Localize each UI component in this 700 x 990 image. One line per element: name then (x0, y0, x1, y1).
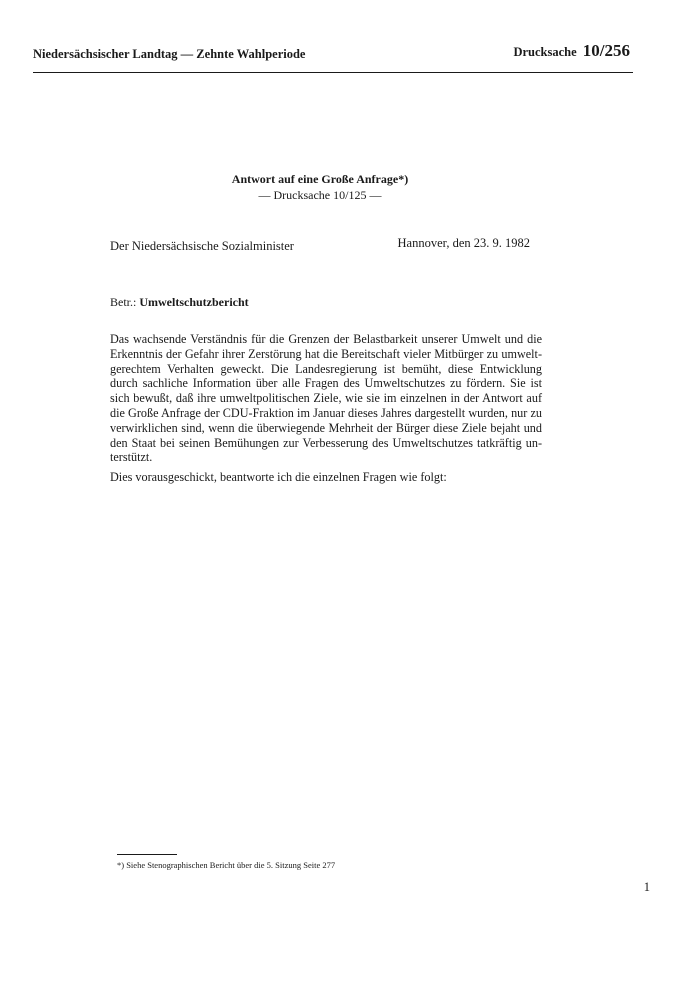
subject-text: Umweltschutzbericht (139, 295, 249, 309)
body-paragraph: Das wachsende Verständnis für die Grenzen der Belastbarkeit unserer Umwelt und die Erkenntnis der Gefahr ihrer Zerstörung hat die Bereitschaft vieler Mitbürger zu umweltgerechtem Verhalten geweckt. Die Landesregierung ist bemüht, diese Entwicklung durch sachliche Information über alle Fragen des Umweltschutzes zu fördern. Sie ist sich bewußt, daß ihre umweltpolitischen Ziele, wie sie im einzelnen in der Antwort auf die Große Anfrage der CDU-Fraktion im Januar dieses Jahres dargestellt wurden, nur zu verwirklichen sind, wenn die überwiegende Mehrheit der Bürger diese Ziele bejaht und den Staat bei seinen Bemühungen zur Verbesserung des Umweltschutzes tatkräftig unterstützt. (110, 332, 542, 465)
header-document-label: Drucksache (513, 45, 577, 59)
footnote: *) Siehe Stenographischen Bericht über die 5. Sitzung Seite 277 (117, 860, 336, 870)
title-block (0, 171, 640, 203)
document-subtitle: — Drucksache 10/125 — (258, 188, 382, 202)
footnote-divider (117, 854, 177, 855)
document-title: Antwort auf eine Große Anfrage*) (231, 172, 409, 186)
closing-sentence: Dies vorausgeschickt, beantworte ich die einzelnen Fragen wie folgt: (110, 470, 447, 484)
sender: Der Niedersächsische Sozialminister (110, 239, 294, 253)
page-number: 1 (643, 880, 650, 894)
subject-line (110, 295, 249, 310)
header-parliament-period: Niedersächsischer Landtag — Zehnte Wahlperiode (33, 47, 306, 61)
header-document-number (513, 41, 630, 61)
subject-label: Betr.: (110, 295, 137, 309)
place-date: Hannover, den 23. 9. 1982 (397, 236, 530, 250)
header-document-id: 10/256 (582, 41, 630, 60)
header-divider (33, 72, 633, 73)
